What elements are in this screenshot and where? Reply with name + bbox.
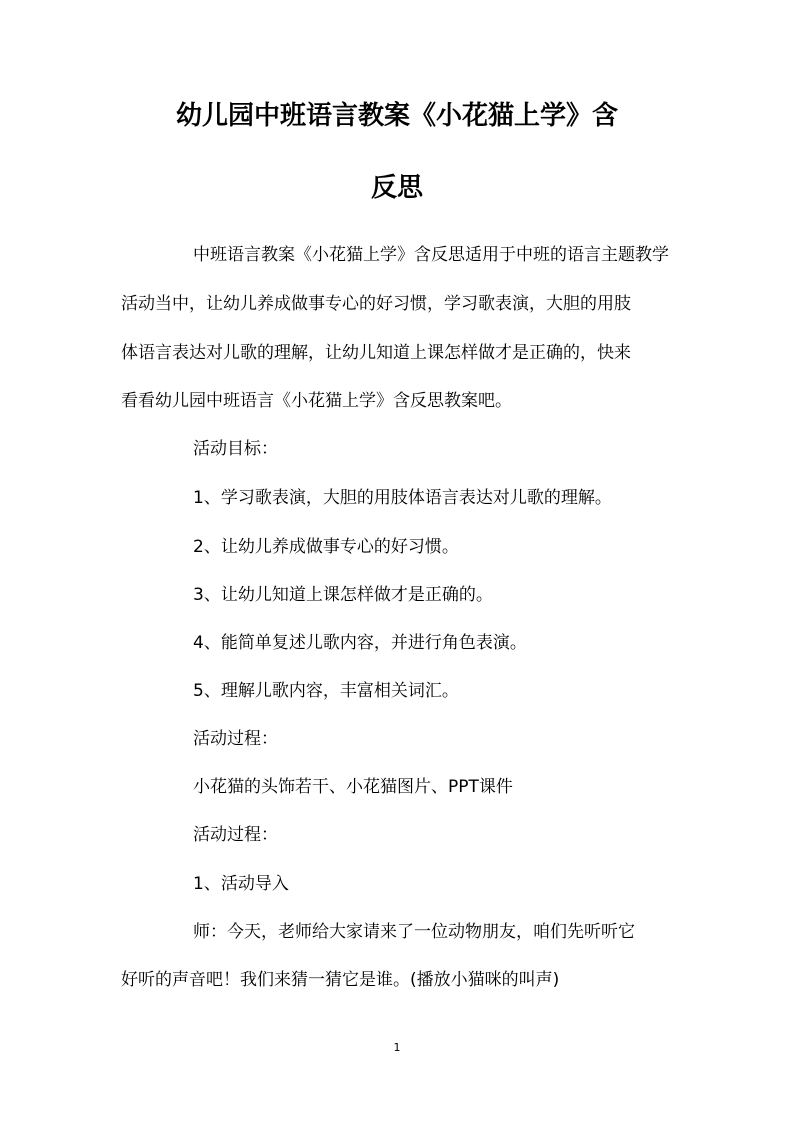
goal-item-4: 4、能简单复述儿歌内容，并进行角色表演。 <box>193 633 527 653</box>
goal-item-1: 1、学习歌表演，大胆的用肢体语言表达对儿歌的理解。 <box>193 488 612 508</box>
intro-line-4: 看看幼儿园中班语言《小花猫上学》含反思教案吧。 <box>121 391 512 411</box>
process-heading: 活动过程： <box>193 825 278 845</box>
document-title-line-1: 幼儿园中班语言教案《小花猫上学》含 <box>175 101 618 131</box>
prep-materials: 小花猫的头饰若干、小花猫图片、PPT课件 <box>193 777 513 797</box>
intro-line-3: 体语言表达对儿歌的理解，让幼儿知道上课怎样做才是正确的，快来 <box>121 343 631 363</box>
goals-heading: 活动目标： <box>193 439 278 459</box>
document-title-line-2: 反思 <box>370 173 423 203</box>
intro-line-2: 活动当中，让幼儿养成做事专心的好习惯，学习歌表演，大胆的用肢 <box>121 294 631 314</box>
teacher-line-2: 好听的声音吧！我们来猜一猜它是谁。(播放小猫咪的叫声) <box>121 970 560 990</box>
teacher-line-1: 师：今天，老师给大家请来了一位动物朋友，咱们先听听它 <box>193 922 635 942</box>
page-number: 1 <box>393 1041 401 1054</box>
process-step-1: 1、活动导入 <box>193 874 289 894</box>
goal-item-3: 3、让幼儿知道上课怎样做才是正确的。 <box>193 585 493 605</box>
goal-item-2: 2、让幼儿养成做事专心的好习惯。 <box>193 537 459 557</box>
prep-heading: 活动过程： <box>193 729 278 749</box>
goal-item-5: 5、理解儿歌内容，丰富相关词汇。 <box>193 681 459 701</box>
intro-line-1: 中班语言教案《小花猫上学》含反思适用于中班的语言主题教学 <box>193 245 669 265</box>
